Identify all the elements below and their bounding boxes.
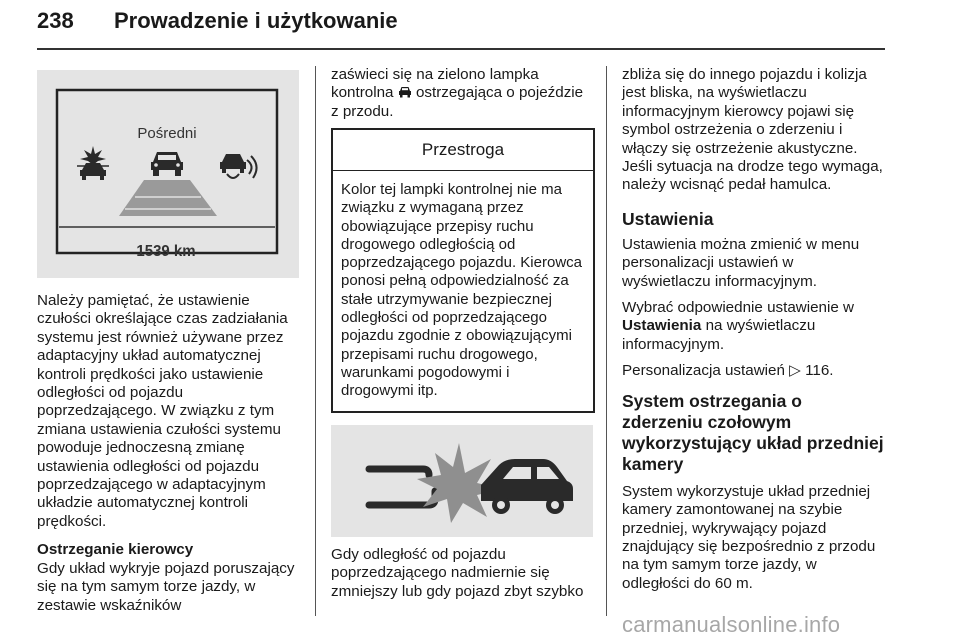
- page-title: Prowadzenie i użytkowanie: [114, 8, 398, 33]
- watermark: carmanualsonline.info: [622, 612, 841, 637]
- caution-box: [331, 128, 595, 413]
- driver-warning-paragraph: Gdy układ wykryje pojazd poruszający się na tym samym torze jazdy, w zestawie wskaźników: [37, 559, 295, 614]
- caution-title: Przestroga: [333, 130, 593, 171]
- settings-select-text: Wybrać odpowiednie ustawienie w: [622, 299, 855, 317]
- personalization-reference: [622, 362, 886, 380]
- column-divider-left: [315, 66, 316, 616]
- rear-car-lower-line: [369, 491, 435, 505]
- collision-warning-paragraph: zbliża się do innego pojazdu i kolizja jest bliska, na wyświetlaczu informacyjnym kierowcy pojawi się symbol ostrzeżenia o zderzeniu i włączy się ostrzeżenie akustyczne. Jeśli sytuacja na drodze tego wymaga, należy wcisnąć pedał hamulca.: [622, 66, 883, 194]
- rear-car-icon: [369, 469, 429, 475]
- column-2-bottom: [331, 546, 593, 601]
- front-camera-paragraph: System wykorzystuje układ przedniej kamery zamontowanej na szybie przedniej, wykrywający pojazd znajdujący się bezpośrednio z przodu na tym samym torze jazdy, w odległości do 60 m.: [622, 482, 876, 592]
- personalization-text: Personalizacja ustawień: [622, 362, 785, 380]
- display-mode-label: Pośredni: [137, 125, 197, 142]
- page-number: 238: [37, 8, 74, 33]
- display-odometer: 1539 km: [136, 242, 196, 260]
- display-illustration: [37, 70, 299, 278]
- settings-select-text-end: na wyświetlaczu informacyjnym.: [622, 317, 816, 353]
- settings-paragraph: Ustawienia można zmienić w menu personalizacji ustawień w wyświetlaczu informacyjnym.: [622, 235, 860, 290]
- settings-menu-name: Ustawienia: [622, 317, 702, 335]
- settings-select-paragraph: [622, 299, 886, 354]
- front-car-indicator-icon: [398, 86, 412, 98]
- indicator-text-b: ostrzegająca o pojeździe z przodu.: [331, 84, 584, 120]
- settings-heading: Ustawienia: [622, 208, 714, 229]
- distance-paragraph: Gdy odległość od pojazdu poprzedzającego nadmiernie się zmniejszy lub gdy pojazd zbyt szybko: [331, 546, 584, 600]
- page-reference-number: 116.: [805, 362, 834, 380]
- column-3: [622, 66, 886, 593]
- page-header: [37, 4, 885, 44]
- indicator-text-a: zaświeci się na zielono lampka kontrolna: [331, 66, 539, 102]
- front-camera-heading: System ostrzegania o zderzeniu czołowym wykorzystujący układ przedniej kamery: [622, 390, 884, 474]
- header-rule: [37, 48, 885, 50]
- collision-illustration: [331, 425, 593, 537]
- display-figure: [37, 70, 299, 278]
- column-divider-right: [606, 66, 607, 616]
- caution-body: Kolor tej lampki kontrolnej nie ma związku z wymaganą przez obowiązujące przepisy ruchu drogowego odległością od poprzedzającego pojazdu. Kierowca ponosi pełną odpowiedzialność za stałe utrzymywanie bezpiecznej odległości od poprzedzającego pojazdu zgodnie z obowiązującymi przepisami ruchu drogowego, warunkami pogodowymi i drogowymi itp.: [341, 181, 582, 400]
- sensitivity-paragraph: Należy pamiętać, że ustawienie czułości określające czas zadziałania systemu jest również używane przez adaptacyjny układ automatycznej kontroli prędkości jako ustawienie odległości od pojazdu poprzedzającego. W związku z tym zmiana ustawienia czułości systemu powoduje jednoczesną zmianę ustawienia odległości od pojazdu poprzedzającego w adaptacyjnym układzie automatycznej kontroli prędkości.: [37, 292, 288, 530]
- driver-warning-subhead: Ostrzeganie kierowcy: [37, 541, 194, 559]
- indicator-paragraph: [331, 66, 593, 121]
- column-1: [37, 292, 299, 615]
- page-reference-icon: ▷: [789, 362, 801, 380]
- column-2-top: [331, 66, 593, 121]
- front-vehicle-icon: [481, 459, 573, 514]
- collision-figure: [331, 425, 593, 537]
